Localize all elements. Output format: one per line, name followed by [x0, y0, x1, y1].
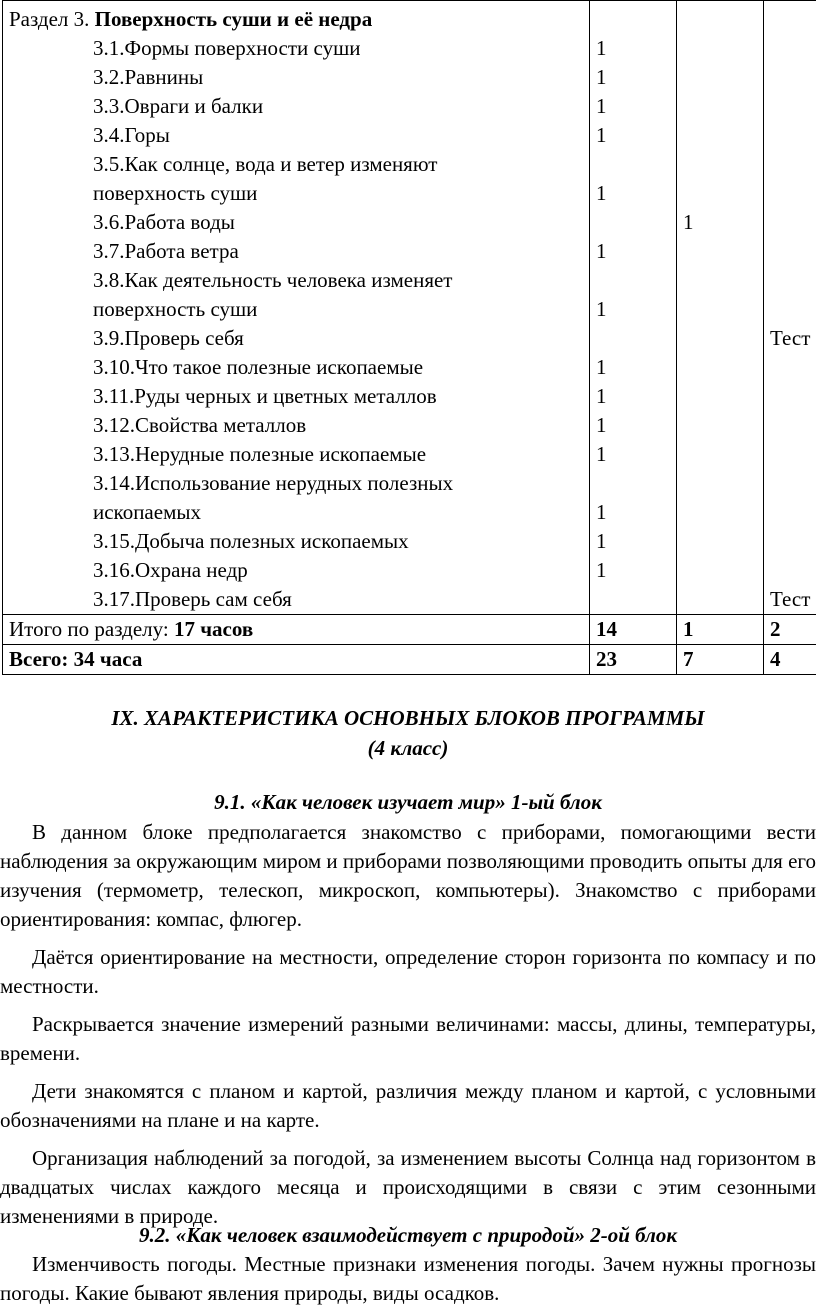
- practice-value: [683, 34, 759, 63]
- theory-value: 1: [596, 558, 607, 582]
- lesson-line: 3.7.Работа ветра: [93, 239, 239, 263]
- theory-value: 1: [596, 529, 607, 553]
- lesson-line: 3.15.Добыча полезных ископаемых: [93, 529, 409, 553]
- theory-value: [596, 469, 672, 498]
- control-value: [770, 295, 816, 324]
- control-value: [770, 527, 816, 556]
- lessons-col-theory: [590, 1, 677, 615]
- total-c2: 23: [590, 645, 677, 675]
- practice-value: [683, 382, 759, 411]
- theory-value: 1: [596, 123, 607, 147]
- subtotal-c4: 2: [764, 615, 816, 645]
- block2-body: [0, 1250, 816, 1308]
- subtotal-row: [3, 615, 816, 645]
- lesson-line: поверхность суши: [93, 297, 258, 321]
- practice-value: [683, 92, 759, 121]
- section-cell: [3, 1, 590, 615]
- lesson-line: 3.2.Равнины: [93, 65, 204, 89]
- practice-value: [683, 295, 759, 324]
- block1-title: 9.1. «Как человек изучает мир» 1-ый блок: [214, 790, 602, 814]
- control-value: [770, 208, 816, 237]
- subtotal-c2: 14: [590, 615, 677, 645]
- control-value: [770, 121, 816, 150]
- lesson-line: 3.3.Овраги и балки: [93, 94, 264, 118]
- practice-value: [683, 527, 759, 556]
- lessons-list: [9, 34, 585, 614]
- theory-values: [596, 34, 672, 614]
- theory-value: 1: [596, 36, 607, 60]
- control-value: [770, 34, 816, 63]
- chapter-heading-line2: (4 класс): [367, 736, 449, 760]
- lesson-line: 3.1.Формы поверхности суши: [93, 36, 361, 60]
- control-value: [770, 179, 816, 208]
- lessons-col-practice: [677, 1, 764, 615]
- total-row: [3, 645, 816, 675]
- control-value: Тест: [770, 587, 811, 611]
- theory-value: 1: [596, 355, 607, 379]
- practice-value: [683, 411, 759, 440]
- practice-value: [683, 498, 759, 527]
- lesson-line: ископаемых: [93, 500, 201, 524]
- section-row: [3, 1, 816, 615]
- theory-value: 1: [596, 94, 607, 118]
- theory-value: 1: [596, 500, 607, 524]
- lesson-line: 3.10.Что такое полезные ископаемые: [93, 355, 424, 379]
- practice-value: 1: [683, 210, 694, 234]
- control-value: [770, 353, 816, 382]
- theory-value: 1: [596, 384, 607, 408]
- practice-value: [683, 179, 759, 208]
- block1-paragraph: Даётся ориентирование на местности, определение сторон горизонта по компасу и по местности.: [0, 945, 816, 998]
- theory-value: [596, 150, 672, 179]
- control-values: [770, 34, 816, 614]
- practice-value: [683, 585, 759, 614]
- course-plan-table: [2, 0, 816, 675]
- lesson-line: 3.4.Горы: [93, 123, 170, 147]
- control-value: [770, 266, 816, 295]
- subtotal-label: Итого по разделу:: [9, 617, 174, 641]
- lesson-line: 3.9.Проверь себя: [93, 326, 244, 350]
- theory-value: 1: [596, 239, 607, 263]
- chapter-heading: [0, 703, 816, 763]
- theory-value: [596, 324, 672, 353]
- lesson-line: 3.13.Нерудные полезные ископаемые: [93, 442, 427, 466]
- section-title: Поверхность суши и её недра: [94, 7, 373, 31]
- theory-value: 1: [596, 413, 607, 437]
- theory-value: [596, 266, 672, 295]
- lesson-line: 3.8.Как деятельность человека изменяет: [93, 268, 453, 292]
- practice-value: [683, 150, 759, 179]
- block1-paragraph: Дети знакомятся с планом и картой, различия между планом и картой, с условными обозначениями на плане и на карте.: [0, 1079, 816, 1132]
- lesson-line: 3.11.Руды черных и цветных металлов: [93, 384, 437, 408]
- lesson-line: 3.17.Проверь сам себя: [93, 587, 292, 611]
- practice-value: [683, 237, 759, 266]
- theory-value: 1: [596, 297, 607, 321]
- theory-value: 1: [596, 181, 607, 205]
- lesson-line: 3.5.Как солнце, вода и ветер изменяют: [93, 152, 438, 176]
- block1-paragraph: В данном блоке предполагается знакомство с приборами, помогающими вести наблюдения за окружающим миром и приборами позволяющими проводить опыты для его изучения (термометр, телескоп, микроскоп, компьютеры). Знакомство с приборами ориентирования: компас, флюгер.: [0, 820, 816, 931]
- control-value: [770, 469, 816, 498]
- control-value: [770, 411, 816, 440]
- practice-value: [683, 469, 759, 498]
- total-c3: 7: [677, 645, 764, 675]
- practice-value: [683, 556, 759, 585]
- lesson-line: 3.6.Работа воды: [93, 210, 235, 234]
- lesson-line: 3.12.Свойства металлов: [93, 413, 307, 437]
- theory-value: [596, 208, 672, 237]
- total-c4: 4: [764, 645, 816, 675]
- theory-value: 1: [596, 65, 607, 89]
- subtotal-hours: 17 часов: [173, 617, 254, 641]
- block2-title: 9.2. «Как человек взаимодействует с природой» 2-ой блок: [138, 1223, 678, 1247]
- subtotal-c3: 1: [677, 615, 764, 645]
- control-value: [770, 556, 816, 585]
- theory-value: 1: [596, 442, 607, 466]
- control-value: [770, 237, 816, 266]
- total-label: Всего: 34 часа: [3, 645, 590, 675]
- subtotal-label-cell: [3, 615, 590, 645]
- control-value: [770, 92, 816, 121]
- practice-value: [683, 266, 759, 295]
- control-value: [770, 382, 816, 411]
- practice-value: [683, 324, 759, 353]
- block1-paragraph: Раскрывается значение измерений разными величинами: массы, длины, температуры, времени.: [0, 1012, 816, 1065]
- block1-body: [0, 818, 816, 1231]
- section-prefix: Раздел 3.: [9, 7, 95, 31]
- chapter-heading-line1: IX. ХАРАКТЕРИСТИКА ОСНОВНЫХ БЛОКОВ ПРОГРАММЫ: [111, 706, 705, 730]
- lesson-line: 3.16.Охрана недр: [93, 558, 248, 582]
- practice-value: [683, 353, 759, 382]
- control-value: [770, 63, 816, 92]
- lesson-line: 3.14.Использование нерудных полезных: [93, 471, 454, 495]
- control-value: [770, 440, 816, 469]
- control-value: [770, 498, 816, 527]
- block1-paragraph: Организация наблюдений за погодой, за изменением высоты Солнца над горизонтом в двадцатых числах каждого месяца и происходящими в связи с этим сезонными изменениями в природе.: [0, 1146, 816, 1228]
- practice-values: [683, 34, 759, 614]
- lessons-col-control: [764, 1, 816, 615]
- block2-paragraph: Изменчивость погоды. Местные признаки изменения погоды. Зачем нужны прогнозы погоды. Какие бывают явления природы, виды осадков.: [0, 1252, 816, 1305]
- lesson-line: поверхность суши: [93, 181, 258, 205]
- theory-value: [596, 585, 672, 614]
- control-value: Тест: [770, 326, 811, 350]
- control-value: [770, 150, 816, 179]
- practice-value: [683, 440, 759, 469]
- practice-value: [683, 121, 759, 150]
- practice-value: [683, 63, 759, 92]
